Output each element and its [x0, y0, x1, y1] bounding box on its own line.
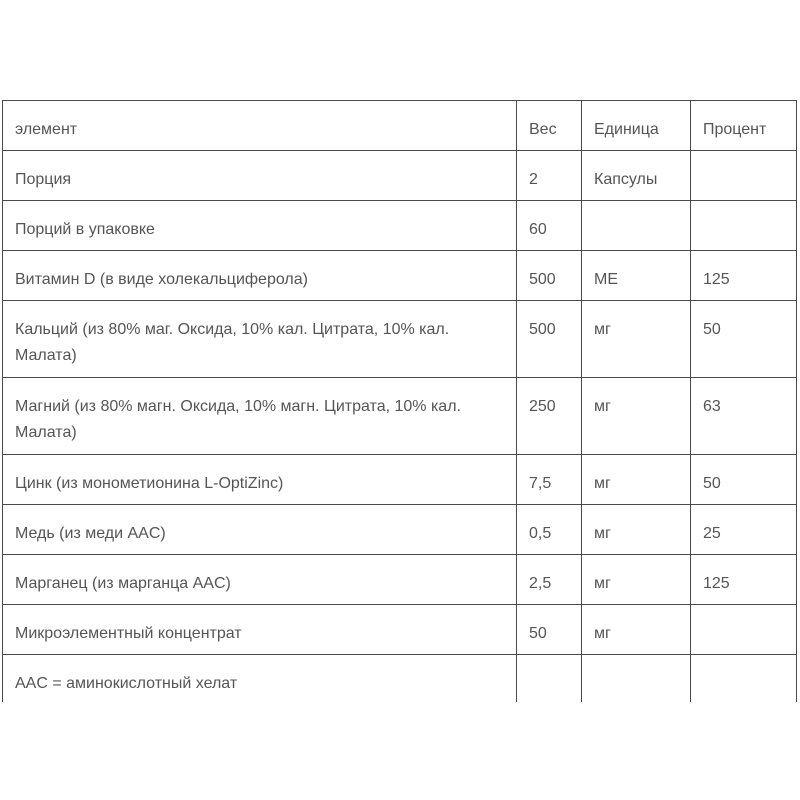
cell-element: AAC = аминокислотный хелат — [3, 655, 517, 703]
table-row — [3, 455, 797, 505]
cell-weight: 500 — [517, 301, 582, 378]
table-row — [3, 605, 797, 655]
cell-percent — [691, 655, 797, 703]
table-row — [3, 655, 797, 703]
cell-weight: 2 — [517, 151, 582, 201]
cell-weight: 60 — [517, 201, 582, 251]
table-row — [3, 378, 797, 455]
cell-unit: Капсулы — [582, 151, 691, 201]
cell-unit: мг — [582, 455, 691, 505]
cell-weight: 500 — [517, 251, 582, 301]
table-row — [3, 301, 797, 378]
cell-element: Порций в упаковке — [3, 201, 517, 251]
header-unit: Единица — [582, 101, 691, 151]
cell-percent: 63 — [691, 378, 797, 455]
table-row — [3, 251, 797, 301]
cell-element: Марганец (из марганца AAC) — [3, 555, 517, 605]
cell-unit: мг — [582, 505, 691, 555]
cell-weight: 2,5 — [517, 555, 582, 605]
cell-percent: 25 — [691, 505, 797, 555]
cell-element: Витамин D (в виде холекальциферола) — [3, 251, 517, 301]
header-weight: Вес — [517, 101, 582, 151]
cell-percent: 125 — [691, 555, 797, 605]
cell-percent: 125 — [691, 251, 797, 301]
table-header-row — [3, 101, 797, 151]
cell-element: Магний (из 80% магн. Оксида, 10% магн. Цитрата, 10% кал. Малата) — [3, 378, 517, 455]
cell-percent: 50 — [691, 301, 797, 378]
table-row — [3, 151, 797, 201]
cell-weight: 7,5 — [517, 455, 582, 505]
cell-weight — [517, 655, 582, 703]
cell-element: Порция — [3, 151, 517, 201]
header-element: элемент — [3, 101, 517, 151]
header-percent: Процент — [691, 101, 797, 151]
table-row — [3, 505, 797, 555]
cell-unit — [582, 201, 691, 251]
table-row — [3, 201, 797, 251]
cell-weight: 50 — [517, 605, 582, 655]
cell-unit: мг — [582, 301, 691, 378]
cell-element: Медь (из меди AAC) — [3, 505, 517, 555]
cell-weight: 0,5 — [517, 505, 582, 555]
cell-unit: мг — [582, 555, 691, 605]
cell-percent — [691, 201, 797, 251]
cell-element: Микроэлементный концентрат — [3, 605, 517, 655]
cell-element: Кальций (из 80% маг. Оксида, 10% кал. Цитрата, 10% кал. Малата) — [3, 301, 517, 378]
nutrition-table-container — [2, 100, 798, 702]
table-row — [3, 555, 797, 605]
cell-percent — [691, 605, 797, 655]
cell-percent: 50 — [691, 455, 797, 505]
cell-unit: мг — [582, 378, 691, 455]
cell-element: Цинк (из монометионина L-OptiZinc) — [3, 455, 517, 505]
nutrition-table — [2, 100, 797, 702]
cell-unit: мг — [582, 605, 691, 655]
cell-percent — [691, 151, 797, 201]
cell-weight: 250 — [517, 378, 582, 455]
cell-unit: МЕ — [582, 251, 691, 301]
cell-unit — [582, 655, 691, 703]
